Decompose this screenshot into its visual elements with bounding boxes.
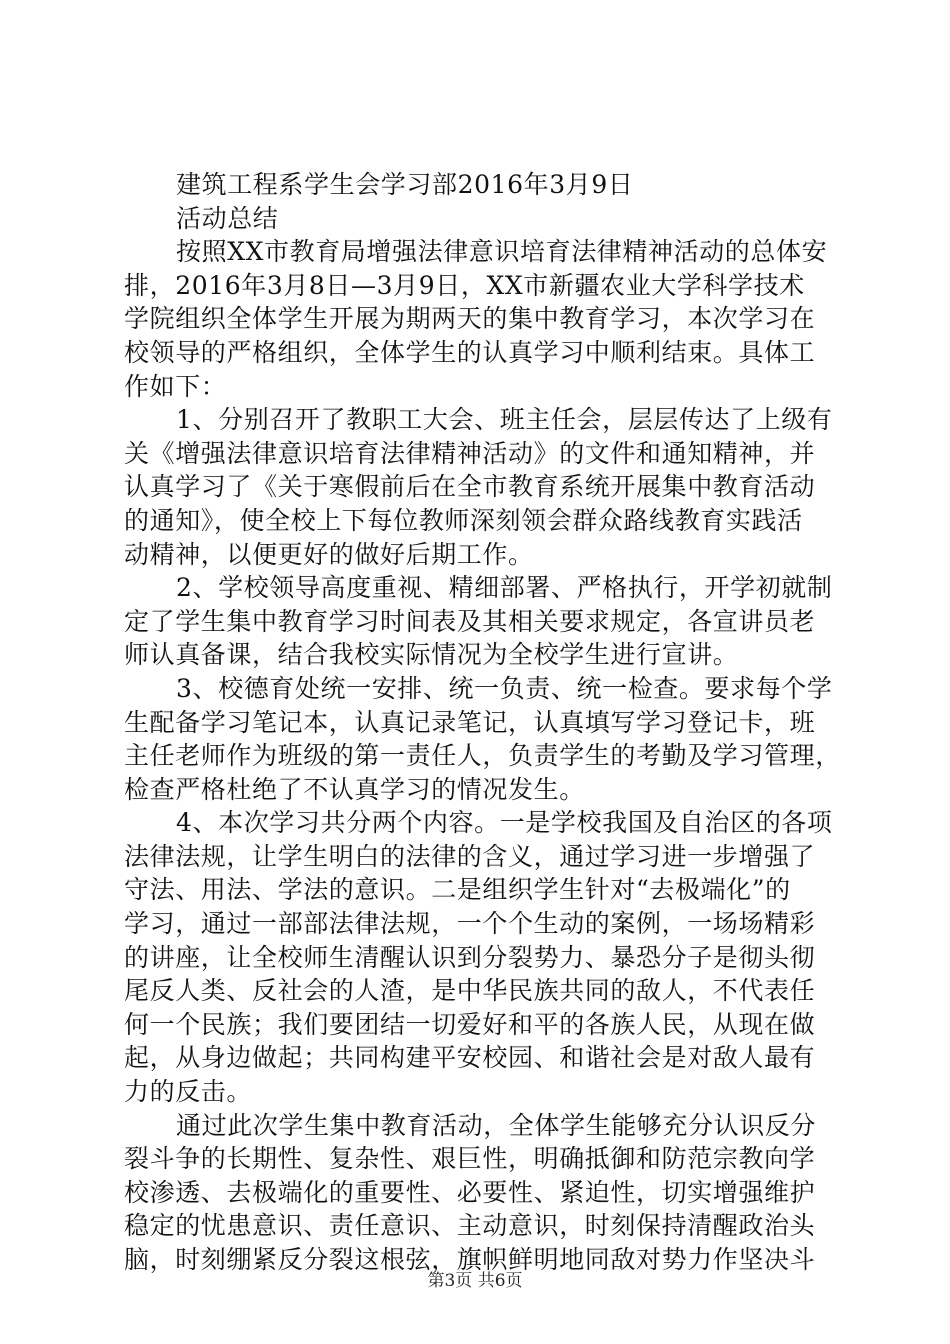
text-line: 学习，通过一部部法律法规，一个个生动的案例，一场场精彩: [124, 909, 816, 939]
text-line: 检查严格杜绝了不认真学习的情况发生。: [124, 774, 585, 804]
text-line: 生配备学习笔记本，认真记录笔记，认真填写学习登记卡，班: [124, 707, 816, 737]
text-line: 主任老师作为班级的第一责任人，负责学生的考勤及学习管理，: [124, 741, 841, 771]
text-line: 活动总结: [176, 203, 279, 233]
text-line: 按照XX市教育局增强法律意识培育法律精神活动的总体安: [176, 237, 828, 267]
text-line: 3、校德育处统一安排、统一负责、统一检查。要求每个学: [176, 673, 833, 703]
text-line: 排，2016年3月8日—3月9日，XX市新疆农业大学科学技术: [124, 270, 805, 300]
text-line: 通过此次学生集中教育活动，全体学生能够充分认识反分: [176, 1110, 817, 1140]
text-line: 稳定的忧患意识、责任意识、主动意识，时刻保持清醒政治头: [124, 1211, 816, 1241]
text-line: 尾反人类、反社会的人渣，是中华民族共同的敌人，不代表任: [124, 976, 816, 1006]
text-line: 的通知》，使全校上下每位教师深刻领会群众路线教育实践活: [124, 505, 803, 535]
text-line: 关《增强法律意识培育法律精神活动》的文件和通知精神，并: [124, 438, 816, 468]
text-line: 作如下：: [124, 371, 227, 401]
text-line: 学院组织全体学生开展为期两天的集中教育学习，本次学习在: [124, 304, 816, 334]
text-line: 2、学校领导高度重视、精细部署、严格执行，开学初就制: [176, 573, 833, 603]
text-line: 守法、用法、学法的意识。二是组织学生针对“去极端化”的: [124, 875, 791, 905]
text-line: 力的反击。: [124, 1077, 253, 1107]
text-line: 起，从身边做起；共同构建平安校园、和谐社会是对敌人最有: [124, 1043, 816, 1073]
text-line: 校领导的严格组织，全体学生的认真学习中顺利结束。具体工: [124, 337, 816, 367]
text-line: 动精神，以便更好的做好后期工作。: [124, 539, 534, 569]
text-line: 裂斗争的长期性、复杂性、艰巨性，明确抵御和防范宗教向学: [124, 1144, 816, 1174]
page-footer: 第3页 共6页: [427, 1271, 523, 1291]
text-line: 脑，时刻绷紧反分裂这根弦，旗帜鲜明地同敌对势力作坚决斗: [124, 1245, 816, 1274]
document-body: [124, 168, 841, 1277]
text-line: 4、本次学习共分两个内容。一是学校我国及自治区的各项: [176, 808, 833, 838]
text-line: 建筑工程系学生会学习部2016年3月9日: [176, 170, 634, 199]
text-line: 校渗透、去极端化的重要性、必要性、紧迫性，切实增强维护: [124, 1177, 816, 1207]
text-line: 的讲座，让全校师生清醒认识到分裂势力、暴恐分子是彻头彻: [124, 942, 816, 972]
text-line: 1、分别召开了教职工大会、班主任会，层层传达了上级有: [176, 405, 833, 435]
text-line: 认真学习了《关于寒假前后在全市教育系统开展集中教育活动: [124, 472, 816, 502]
text-line: 何一个民族；我们要团结一切爱好和平的各族人民，从现在做: [124, 1009, 816, 1039]
text-line: 师认真备课，结合我校实际情况为全校学生进行宣讲。: [124, 640, 739, 670]
text-line: 定了学生集中教育学习时间表及其相关要求规定，各宣讲员老: [124, 606, 816, 636]
text-line: 法律法规，让学生明白的法律的含义，通过学习进一步增强了: [124, 841, 816, 871]
